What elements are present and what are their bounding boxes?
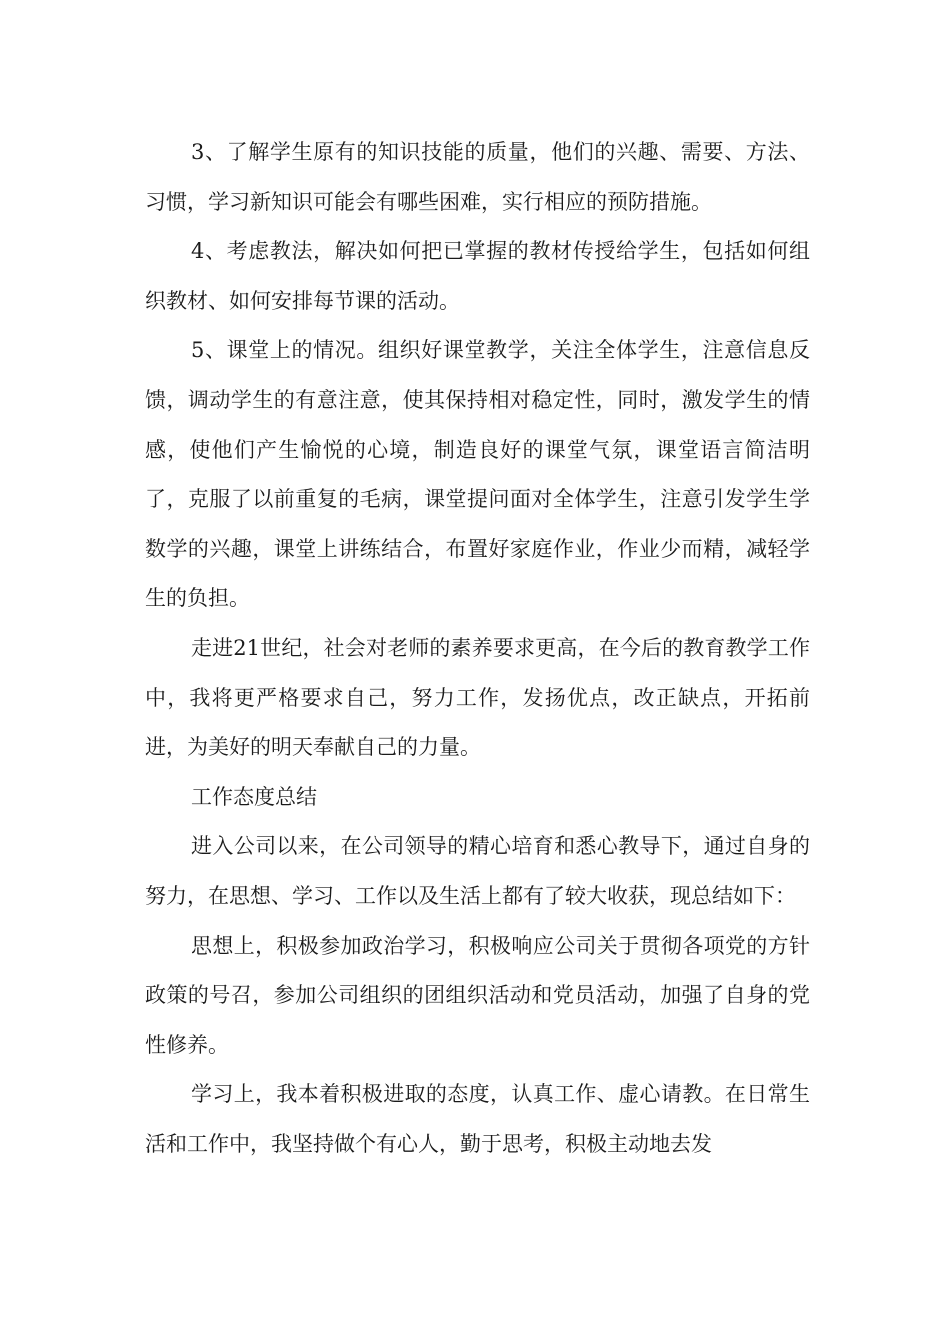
paragraph-item-5: 5、课堂上的情况。组织好课堂教学，关注全体学生，注意信息反馈，调动学生的有意注意，使其保持相对稳定性，同时，激发学生的情感，使他们产生愉悦的心境，制造良好的课堂气氛，课堂语言简洁明了，克服了以前重复的毛病，课堂提问面对全体学生，注意引发学生学数学的兴趣，课堂上讲练结合，布置好家庭作业，作业少而精，减轻学生的负担。 <box>145 338 810 611</box>
paragraph-study: 学习上，我本着积极进取的态度，认真工作、虚心请教。在日常生活和工作中，我坚持做个有心人，勤于思考，积极主动地去发 <box>145 1082 810 1156</box>
paragraph-intro: 进入公司以来，在公司领导的精心培育和悉心教导下，通过自身的努力，在思想、学习、工作以及生活上都有了较大收获，现总结如下： <box>145 834 810 908</box>
paragraph-thought: 思想上，积极参加政治学习，积极响应公司关于贯彻各项党的方针政策的号召，参加公司组织的团组织活动和党员活动，加强了自身的党性修养。 <box>145 933 810 1057</box>
document-body <box>145 128 810 1169</box>
paragraph-item-4: 4、考虑教法，解决如何把已掌握的教材传授给学生，包括如何组织教材、如何安排每节课的活动。 <box>145 239 810 313</box>
paragraph-conclusion: 走进21世纪，社会对老师的素养要求更高，在今后的教育教学工作中，我将更严格要求自己，努力工作，发扬优点，改正缺点，开拓前进，为美好的明天奉献自己的力量。 <box>145 635 810 760</box>
paragraph-item-3: 3、了解学生原有的知识技能的质量，他们的兴趣、需要、方法、习惯，学习新知识可能会有哪些困难，实行相应的预防措施。 <box>145 140 810 214</box>
section-heading: 工作态度总结 <box>191 784 317 809</box>
